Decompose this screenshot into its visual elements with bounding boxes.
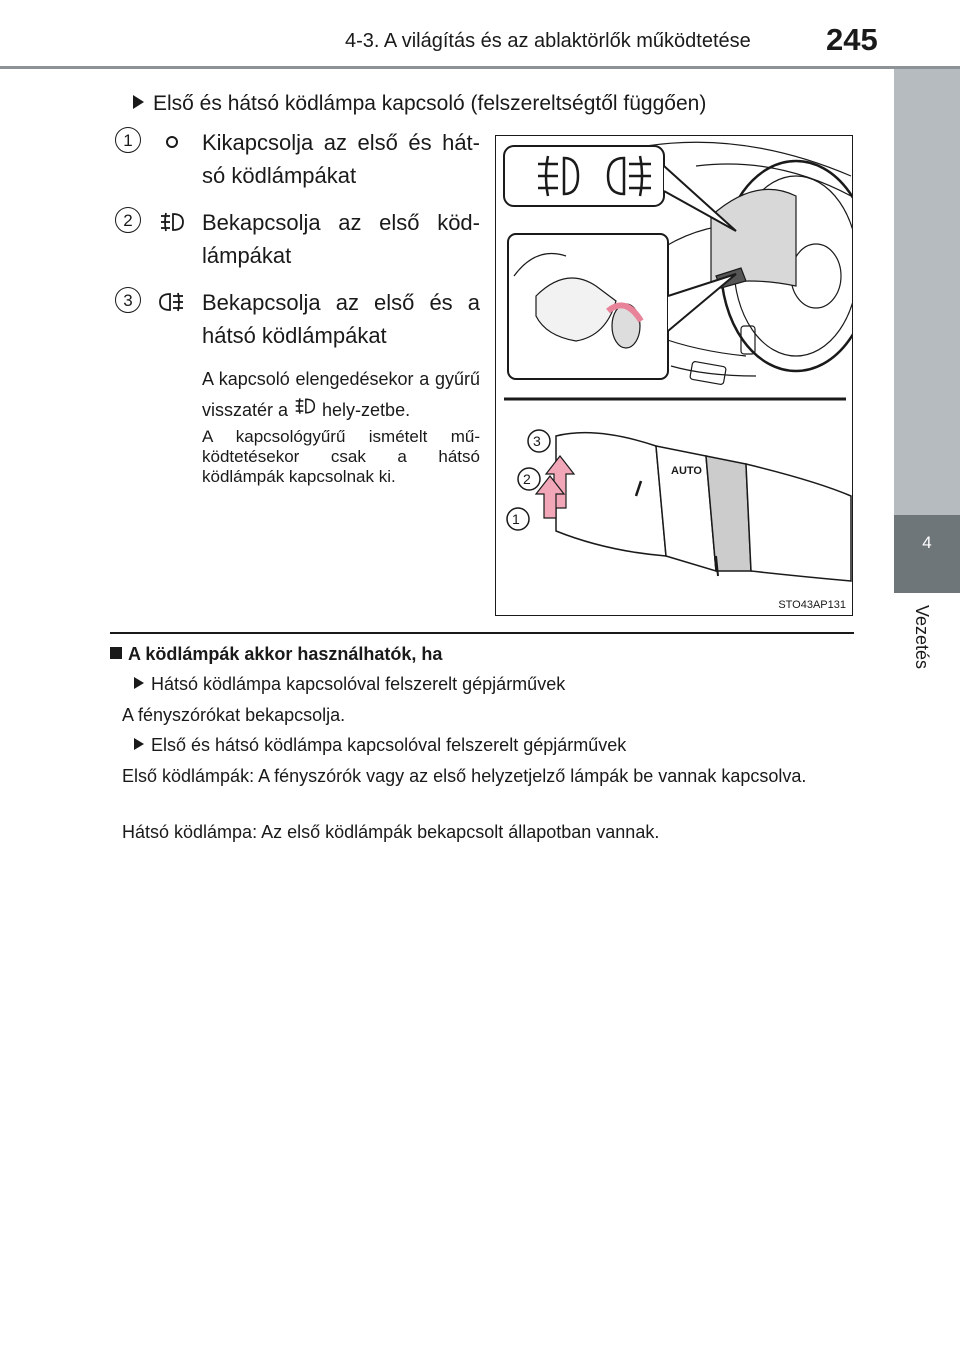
page-number: 245 (826, 22, 878, 57)
header-section-title: 4-3. A világítás és az ablaktörlők működtetése (345, 30, 751, 52)
illustration-drawing (496, 136, 853, 616)
section-rule (110, 632, 854, 634)
release-note-text: A kapcsoló elengedésekor a gyűrű visszatér a (202, 369, 480, 420)
item-number: 3 (115, 287, 141, 313)
item-text: Bekapcsolja az első és a hátsó ködlámpákat (202, 290, 480, 348)
fog-switch-item (115, 126, 480, 192)
fog-switch-item (115, 206, 480, 272)
callout-3: 3 (533, 433, 541, 449)
triangle-bullet-icon (133, 95, 144, 109)
release-note (115, 364, 480, 427)
paragraph: Első ködlámpák: A fényszórók vagy az első helyzetjelző lámpák be vannak kapcsolva. (122, 766, 807, 786)
header-rule (0, 66, 960, 69)
subheading-text: Első és hátsó ködlámpa kapcsoló (felszereltségtől függően) (153, 92, 707, 115)
triangle-bullet-icon (134, 677, 144, 689)
fog-switch-item-list (115, 126, 480, 487)
rear-fog-icon (157, 289, 187, 320)
side-tab-chapter-number: 4 (922, 533, 932, 552)
section-heading-text: A ködlámpák akkor használhatók, ha (128, 644, 443, 664)
item-text: Kikapcsolja az első és hát-só ködlámpákat (202, 130, 480, 188)
bullet-rear-fog-only (122, 673, 859, 696)
side-tab-background (894, 69, 960, 515)
section-heading (110, 644, 442, 665)
fog-switch-item (115, 286, 480, 352)
bullet-text: Hátsó ködlámpa kapcsolóval felszerelt gépjárművek (151, 674, 566, 694)
triangle-bullet-icon (134, 738, 144, 750)
fog-switch-illustration (495, 135, 853, 616)
repeat-note: A kapcsológyűrű ismételt mű-ködtetésekor csak a hátsó ködlámpák kapcsolnak ki. (202, 427, 480, 487)
front-fog-icon (292, 395, 318, 427)
release-note-text-end: hely-zetbe. (322, 400, 411, 420)
square-bullet-icon (110, 647, 122, 659)
off-circle-icon (157, 129, 187, 160)
front-fog-icon (157, 209, 187, 240)
item-text: Bekapcsolja az első köd-lámpákat (202, 210, 480, 268)
auto-label: AUTO (671, 465, 702, 477)
callout-1: 1 (512, 511, 520, 527)
item-number: 1 (115, 127, 141, 153)
figure-caption: STO43AP131 (778, 599, 846, 611)
bullet-front-rear-fog (122, 734, 859, 757)
bullet-text: Első és hátsó ködlámpa kapcsolóval felszerelt gépjárművek (151, 735, 627, 755)
paragraph: Hátsó ködlámpa: Az első ködlámpák bekapcsolt állapotban vannak. (122, 822, 660, 842)
callout-2: 2 (523, 471, 531, 487)
paragraph: A fényszórókat bekapcsolja. (122, 705, 346, 725)
side-tab-chapter-label: Vezetés (912, 605, 932, 670)
side-tab-chapter-box (894, 515, 960, 593)
item-number: 2 (115, 207, 141, 233)
subheading (133, 92, 706, 116)
